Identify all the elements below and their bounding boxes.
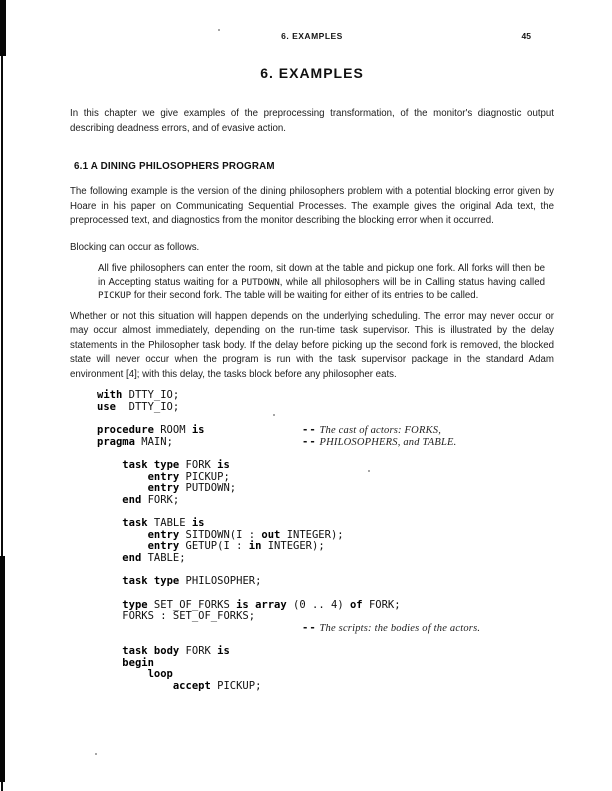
code-line — [97, 576, 554, 588]
code-comment — [302, 623, 480, 635]
code-text — [97, 564, 103, 576]
code-text — [97, 447, 103, 459]
code-text: task type FORK is — [122, 459, 230, 472]
code-text: task type PHILOSOPHER; — [122, 575, 262, 588]
code-text: accept PICKUP; — [172, 679, 262, 692]
code-line — [97, 681, 554, 693]
running-header-title: 6. EXAMPLES — [281, 31, 343, 41]
code-text: loop — [147, 668, 173, 681]
comment-dashes: -- — [302, 424, 317, 437]
code-line — [97, 495, 554, 507]
comment-text: The cast of actors: FORKS, — [316, 425, 442, 437]
code-text: procedure ROOM is — [97, 424, 205, 437]
code-text — [97, 506, 103, 518]
code-text — [97, 633, 103, 645]
section-paragraph-2: Whether or not this situation will happen depends on the underlying scheduling. The error may never occur or may occur almost immediately, depending on the run-time task supervisor. This is illustrated by the delay statements in the Philosopher task body. If the delay before picking up the second fork is removed, the blocked state will never occur when the program is run with the task supervisor package in the standard Adam environment [4]; with this delay, the tasks block before any philosopher eats. — [70, 310, 554, 380]
comment-dashes: -- — [302, 435, 317, 448]
blockquote-text: All five philosophers can enter the room, sit down at the table and pickup one fork. All forks will then be in Accepting status waiting for a — [98, 263, 545, 288]
page-content — [70, 0, 554, 693]
code-text — [97, 622, 103, 634]
code-text: entry PICKUP; — [147, 470, 230, 483]
code-line — [97, 623, 554, 635]
code-line — [97, 437, 554, 449]
code-line — [97, 402, 554, 414]
section-heading: 6.1 A DINING PHILOSOPHERS PROGRAM — [74, 161, 275, 172]
page-number: 45 — [521, 31, 531, 41]
code-text — [97, 413, 103, 425]
code-block — [97, 390, 554, 692]
code-text: with DTTY_IO; — [97, 389, 180, 402]
scan-speck — [95, 753, 97, 755]
blocking-lead: Blocking can occur as follows. — [70, 241, 200, 253]
scan-edge-bottom-mark — [0, 556, 5, 782]
blockquote-text: , while all philosophers will be in Calling status having called — [279, 276, 545, 288]
code-line — [97, 553, 554, 565]
comment-text: The scripts: the bodies of the actors. — [316, 622, 481, 634]
comment-dashes: -- — [302, 621, 317, 634]
code-comment — [302, 437, 457, 449]
code-text: entry SITDOWN(I : out INTEGER); — [147, 528, 344, 541]
section-paragraph-1: The following example is the version of the dining philosophers problem with a potential blocking error given by Hoare in his paper on Communicating Sequential Processes. The example gives the original Ada text, the preprocessed text, and diagnostics from the monitor describing the blocking error when it occurred. — [70, 186, 554, 226]
scan-edge-top-mark — [0, 0, 6, 56]
blockquote — [98, 262, 545, 303]
code-line — [97, 611, 554, 623]
code-text: FORKS : SET_OF_FORKS; — [122, 610, 256, 623]
inline-code: PUTDOWN — [241, 276, 280, 288]
code-text: use DTTY_IO; — [97, 400, 180, 413]
code-text: type SET_OF_FORKS is array (0 .. 4) of FORK; — [122, 598, 401, 611]
running-header — [70, 31, 554, 42]
code-text — [97, 587, 103, 599]
comment-text: PHILOSOPHERS, and TABLE. — [316, 436, 457, 448]
page-title: 6. EXAMPLES — [260, 65, 364, 81]
code-text: pragma MAIN; — [97, 435, 173, 448]
blockquote-text: for their second fork. The table will be waiting for either of its entries to be called. — [131, 290, 479, 302]
code-comment — [302, 425, 441, 437]
inline-code: PICKUP — [98, 290, 132, 302]
code-text: entry GETUP(I : in INTEGER); — [147, 540, 325, 553]
code-text: task TABLE is — [122, 517, 205, 530]
code-text: begin — [122, 656, 154, 669]
code-text: end FORK; — [122, 493, 180, 506]
intro-paragraph: In this chapter we give examples of the preprocessing transformation, of the monitor's diagnostic output describing deadness errors, and of evasive action. — [70, 108, 554, 134]
code-text: end TABLE; — [122, 552, 186, 565]
code-text: task body FORK is — [122, 645, 230, 658]
code-text: entry PUTDOWN; — [147, 482, 237, 495]
code-line — [97, 646, 554, 658]
